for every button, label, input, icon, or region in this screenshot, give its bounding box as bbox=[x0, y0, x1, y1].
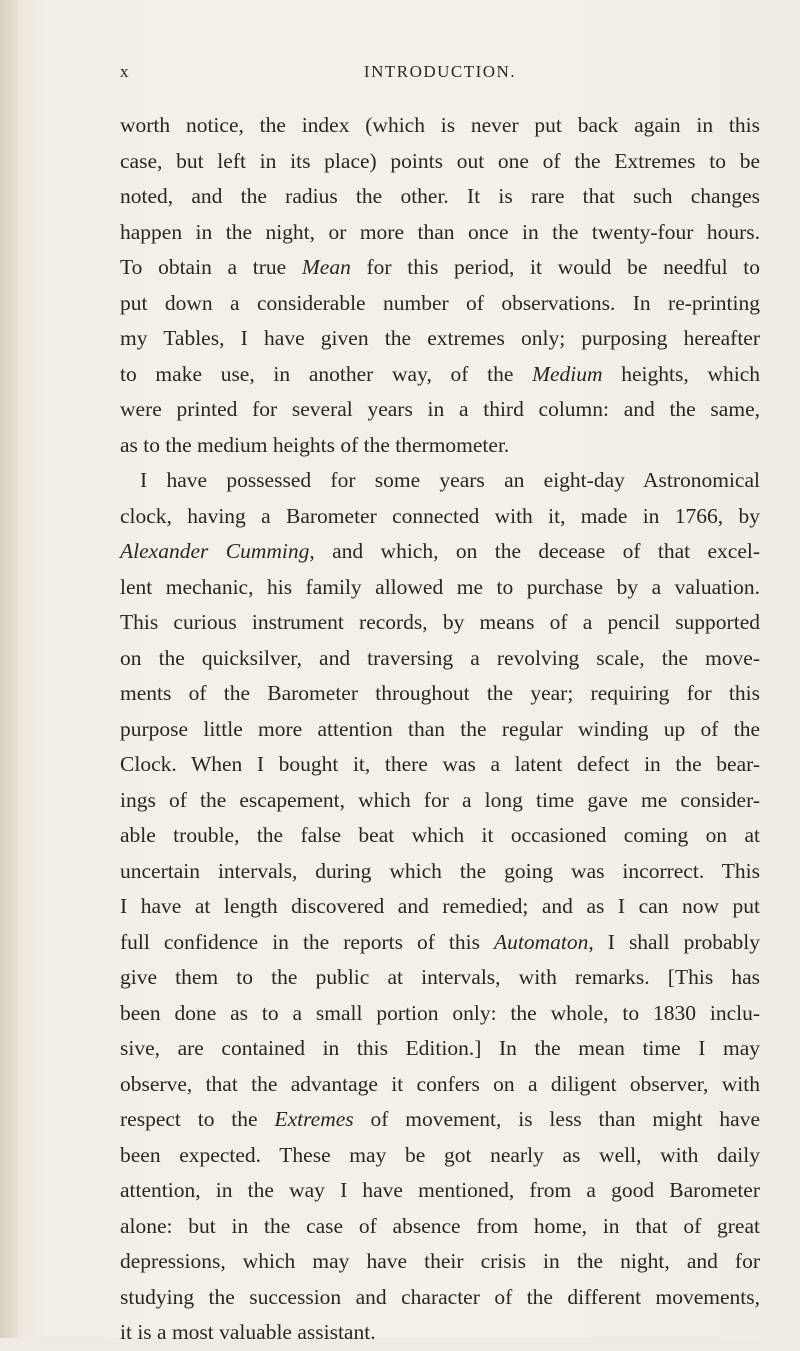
text-line: attention, in the way I have mentioned, from a good Barometer bbox=[120, 1178, 760, 1202]
text-line: observe, that the advantage it confers on a diligent observer, with bbox=[120, 1071, 760, 1096]
text-line: give them to the public at intervals, with remarks. [This has bbox=[120, 965, 760, 989]
text-line: I have possessed for some years an eight-day Astronomical bbox=[140, 468, 760, 492]
text-line: been done as to a small portion only: the whole, to 1830 inclu- bbox=[120, 1000, 760, 1025]
text-line: sive, are contained in this Edition.] In the mean time I may bbox=[120, 1036, 760, 1060]
text-line: been expected. These may be got nearly as well, with daily bbox=[120, 1142, 760, 1167]
text-line: clock, having a Barometer connected with it, made in 1766, by bbox=[120, 503, 760, 528]
text-line: lent mechanic, his family allowed me to purchase by a valuation. bbox=[120, 574, 760, 599]
text-line: respect to the Extremes of movement, is less than might have bbox=[120, 1107, 761, 1131]
text-line: Clock. When I bought it, there was a latent defect in the bear- bbox=[120, 752, 760, 776]
text-line: ings of the escapement, which for a long time gave me consider- bbox=[120, 787, 760, 812]
text-line: were printed for several years in a third column: and the same, bbox=[120, 397, 760, 421]
text-line: noted, and the radius the other. It is rare that such changes bbox=[120, 184, 760, 208]
text-line: full confidence in the reports of this Automaton, I shall probably bbox=[120, 929, 760, 954]
text-line: on the quicksilver, and traversing a revolving scale, the move- bbox=[120, 645, 760, 670]
text-line: depressions, which may have their crisis in the night, and for bbox=[120, 1249, 760, 1273]
text-line: To obtain a true Mean for this period, it would be needful to bbox=[120, 255, 760, 279]
text-line: studying the succession and character of the different movements, bbox=[120, 1284, 760, 1309]
text-line: to make use, in another way, of the Medium heights, which bbox=[120, 361, 760, 386]
page-header bbox=[120, 62, 760, 92]
page-number: x bbox=[120, 62, 130, 81]
text-line: alone: but in the case of absence from home, in that of great bbox=[120, 1213, 760, 1238]
text-line: I have at length discovered and remedied; and as I can now put bbox=[120, 894, 760, 918]
text-line: as to the medium heights of the thermometer. bbox=[120, 432, 510, 457]
running-head: INTRODUCTION. bbox=[363, 62, 517, 81]
text-line: it is a most valuable assistant. bbox=[120, 1320, 376, 1344]
page-gutter bbox=[0, 0, 18, 1338]
text-line: able trouble, the false beat which it occasioned coming on at bbox=[120, 823, 760, 847]
text-line: ments of the Barometer throughout the year; requiring for this bbox=[120, 681, 760, 705]
text-line: Alexander Cumming, and which, on the decease of that excel- bbox=[120, 539, 761, 563]
text-line: This curious instrument records, by means of a pencil supported bbox=[120, 610, 760, 634]
text-line: my Tables, I have given the extremes only; purposing hereafter bbox=[120, 326, 760, 350]
text-line: purpose little more attention than the regular winding up of the bbox=[120, 716, 760, 741]
text-line: worth notice, the index (which is never put back again in this bbox=[120, 113, 760, 137]
body-text bbox=[120, 108, 760, 1351]
text-line: happen in the night, or more than once in the twenty-four hours. bbox=[120, 219, 760, 244]
text-line: uncertain intervals, during which the going was incorrect. This bbox=[120, 858, 760, 883]
text-line: case, but left in its place) points out one of the Extremes to be bbox=[120, 148, 760, 173]
text-line: put down a considerable number of observations. In re-printing bbox=[120, 290, 760, 315]
